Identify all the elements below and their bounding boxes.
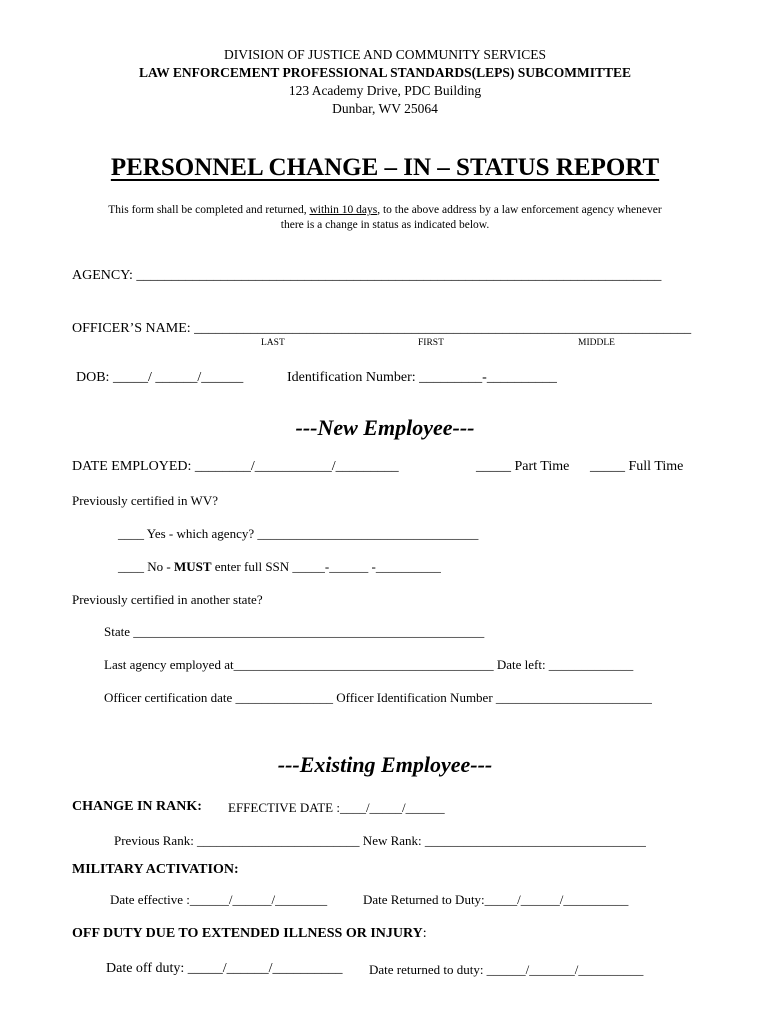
intro-emphasis: within 10 days bbox=[309, 204, 378, 216]
last-agency-field[interactable]: Last agency employed at________________________________________ Date left: _____________ bbox=[104, 657, 634, 672]
effective-date-field[interactable]: EFFECTIVE DATE :____/_____/______ bbox=[228, 800, 445, 815]
must-emphasis: MUST bbox=[173, 559, 212, 574]
dob-field[interactable]: DOB: _____/ ______/______ bbox=[76, 370, 244, 385]
header-agency-division: DIVISION OF JUSTICE AND COMMUNITY SERVICES bbox=[223, 47, 547, 62]
header-address-line1: 123 Academy Drive, PDC Building bbox=[288, 83, 482, 98]
no-suffix: enter full SSN _____-______ -__________ bbox=[211, 559, 441, 574]
rank-change-field[interactable]: Previous Rank: _________________________ New Rank: __________________________________ bbox=[114, 833, 646, 848]
name-middle-label: MIDDLE bbox=[578, 338, 615, 348]
prev-certified-other-question: Previously certified in another state? bbox=[72, 592, 263, 607]
prev-certified-wv-question: Previously certified in WV? bbox=[72, 493, 218, 508]
off-duty-colon: : bbox=[422, 926, 427, 941]
name-last-label: LAST bbox=[261, 338, 285, 348]
page-title: PERSONNEL CHANGE – IN – STATUS REPORT bbox=[110, 154, 660, 181]
military-date-effective-field[interactable]: Date effective :______/______/________ bbox=[110, 892, 328, 907]
yes-agency-field[interactable]: ____ Yes - which agency? __________________________________ bbox=[118, 526, 479, 541]
off-duty-label-row bbox=[72, 926, 427, 942]
full-time-option[interactable]: _____ Full Time bbox=[590, 459, 684, 474]
intro-line1 bbox=[0, 203, 770, 218]
date-off-duty-field[interactable]: Date off duty: _____/______/__________ bbox=[106, 961, 343, 976]
existing-employee-heading: ---Existing Employee--- bbox=[277, 752, 493, 777]
identification-number-field[interactable]: Identification Number: _________-__________ bbox=[287, 370, 557, 385]
no-ssn-field[interactable] bbox=[118, 559, 441, 575]
military-date-returned-field[interactable]: Date Returned to Duty:_____/______/__________ bbox=[363, 892, 629, 907]
name-first-label: FIRST bbox=[418, 338, 444, 348]
officer-name-field[interactable]: OFFICER’S NAME: _______________________________________________________________________ bbox=[72, 321, 692, 336]
header-subcommittee: LAW ENFORCEMENT PROFESSIONAL STANDARDS(LEPS) SUBCOMMITTEE bbox=[138, 65, 632, 80]
date-returned-duty-field[interactable]: Date returned to duty: ______/_______/__________ bbox=[369, 962, 644, 977]
state-field[interactable]: State ______________________________________________________ bbox=[104, 624, 485, 639]
part-time-option[interactable]: _____ Part Time bbox=[476, 459, 570, 474]
intro-line2: there is a change in status as indicated below. bbox=[280, 219, 490, 231]
date-employed-field[interactable]: DATE EMPLOYED: ________/___________/_________ bbox=[72, 459, 399, 474]
header-address-line2: Dunbar, WV 25064 bbox=[332, 101, 438, 116]
change-in-rank-label: CHANGE IN RANK: bbox=[72, 799, 202, 814]
new-employee-heading: ---New Employee--- bbox=[295, 415, 475, 440]
certification-date-field[interactable]: Officer certification date _______________ Officer Identification Number ________________________ bbox=[104, 690, 652, 705]
no-prefix: ____ No - bbox=[118, 559, 174, 574]
intro-part1: This form shall be completed and returned, bbox=[108, 204, 310, 216]
intro-part2: , to the above address by a law enforcement agency whenever bbox=[377, 204, 662, 216]
agency-field[interactable]: AGENCY: ___________________________________________________________________________ bbox=[72, 268, 662, 283]
military-activation-label: MILITARY ACTIVATION: bbox=[72, 862, 239, 877]
off-duty-label: OFF DUTY DUE TO EXTENDED ILLNESS OR INJURY bbox=[72, 926, 423, 941]
